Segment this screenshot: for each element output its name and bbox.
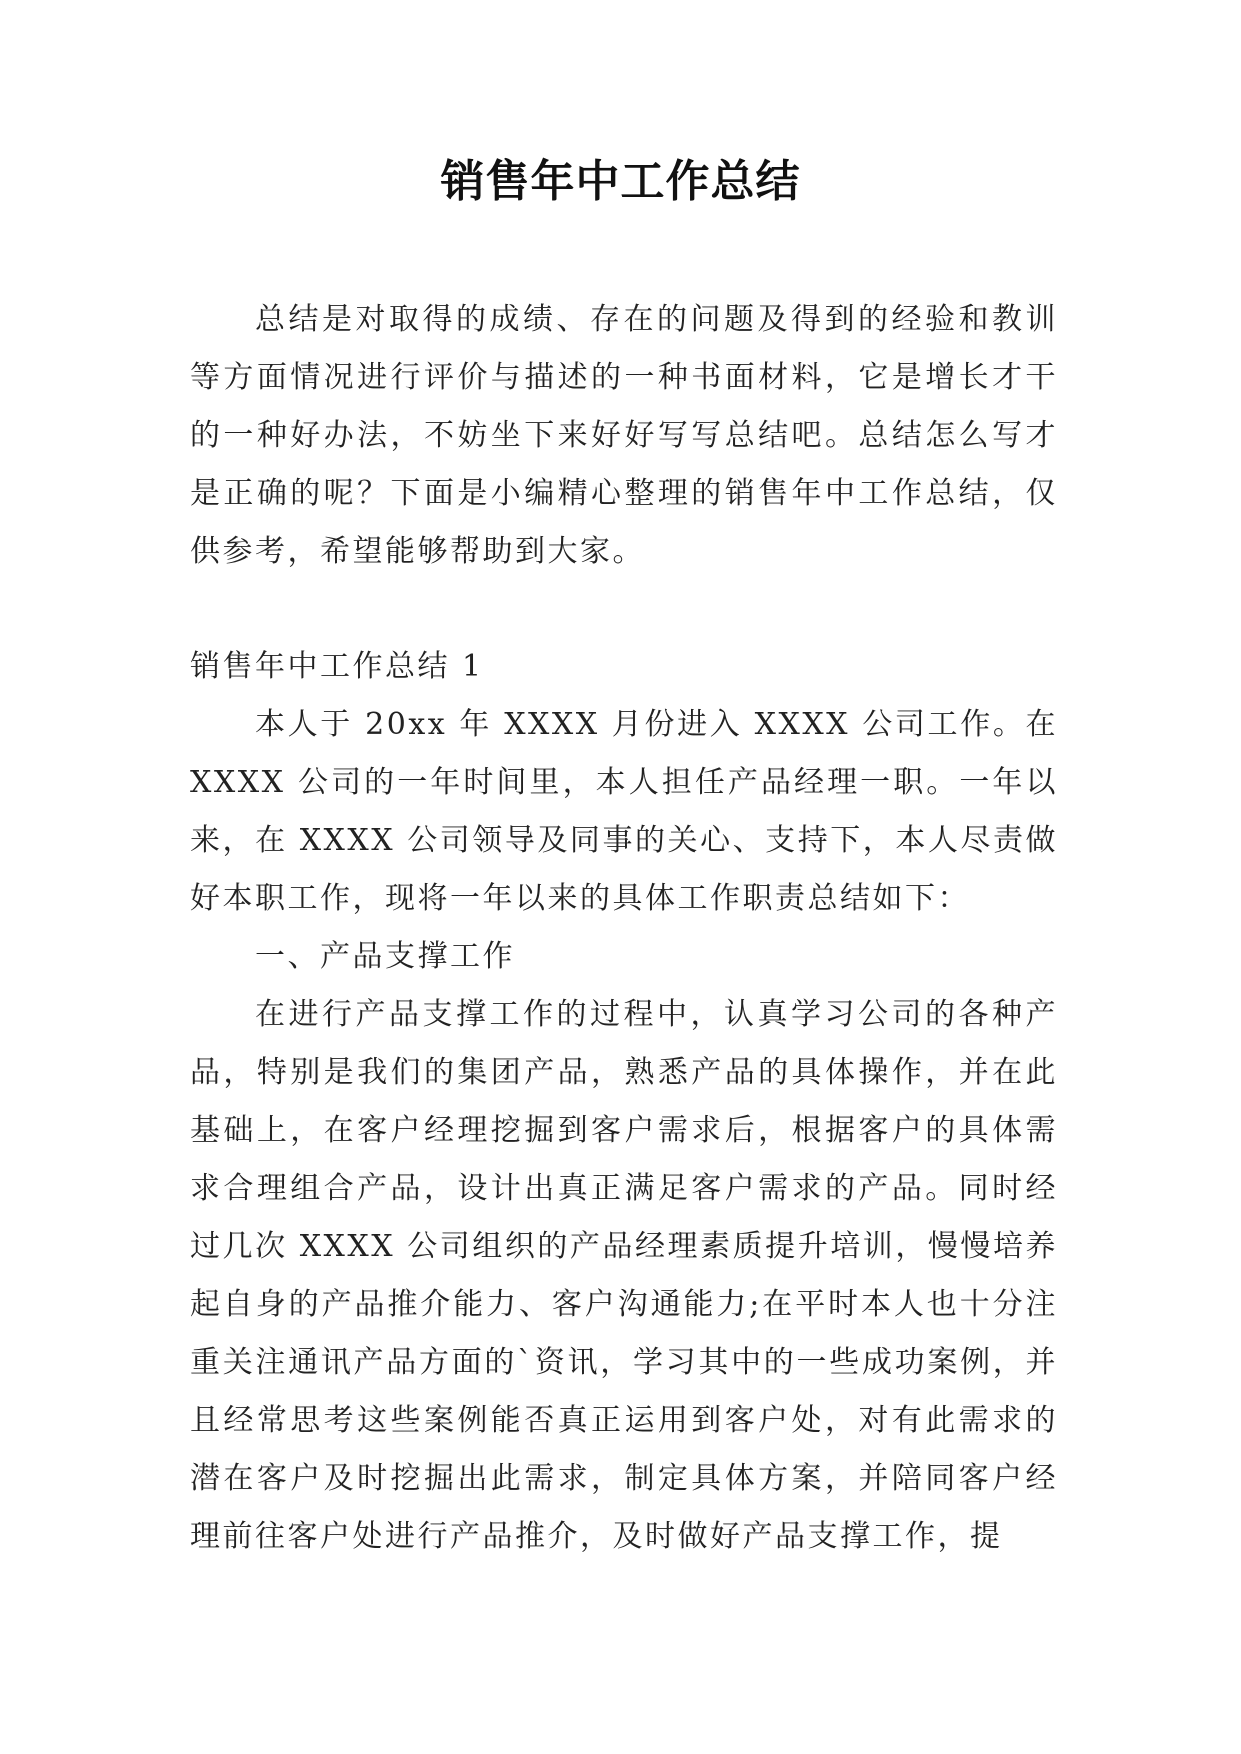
intro-paragraph: 总结是对取得的成绩、存在的问题及得到的经验和教训等方面情况进行评价与描述的一种书面材料，它是增长才干的一种好办法，不妨坐下来好好写写总结吧。总结怎么写才是正确的呢？下面是小编精心整理的销售年中工作总结，仅供参考，希望能够帮助到大家。: [190, 302, 1058, 569]
document-title: 销售年中工作总结: [440, 156, 801, 207]
section-body: [190, 696, 1058, 1566]
section-heading: 销售年中工作总结 1: [190, 649, 484, 684]
intro-block: [190, 291, 1058, 581]
subheading-product-support: 一、产品支撑工作: [255, 939, 515, 974]
paragraph-1: 本人于 20xx 年 XXXX 月份进入 XXXX 公司工作。在 XXXX 公司的一年时间里，本人担任产品经理一职。一年以来，在 XXXX 公司领导及同事的关心、支持下，本人尽责做好本职工作，现将一年以来的具体工作职责总结如下：: [190, 707, 1058, 916]
paragraph-2: 在进行产品支撑工作的过程中，认真学习公司的各种产品，特别是我们的集团产品，熟悉产品的具体操作，并在此基础上，在客户经理挖掘到客户需求后，根据客户的具体需求合理组合产品，设计出真正满足客户需求的产品。同时经过几次 XXXX 公司组织的产品经理素质提升培训，慢慢培养起自身的产品推介能力、客户沟通能力;在平时本人也十分注重关注通讯产品方面的`资讯，学习其中的一些成功案例，并且经常思考这些案例能否真正运用到客户处，对有此需求的潜在客户及时挖掘出此需求，制定具体方案，并陪同客户经理前往客户处进行产品推介，及时做好产品支撑工作，提: [190, 997, 1058, 1554]
